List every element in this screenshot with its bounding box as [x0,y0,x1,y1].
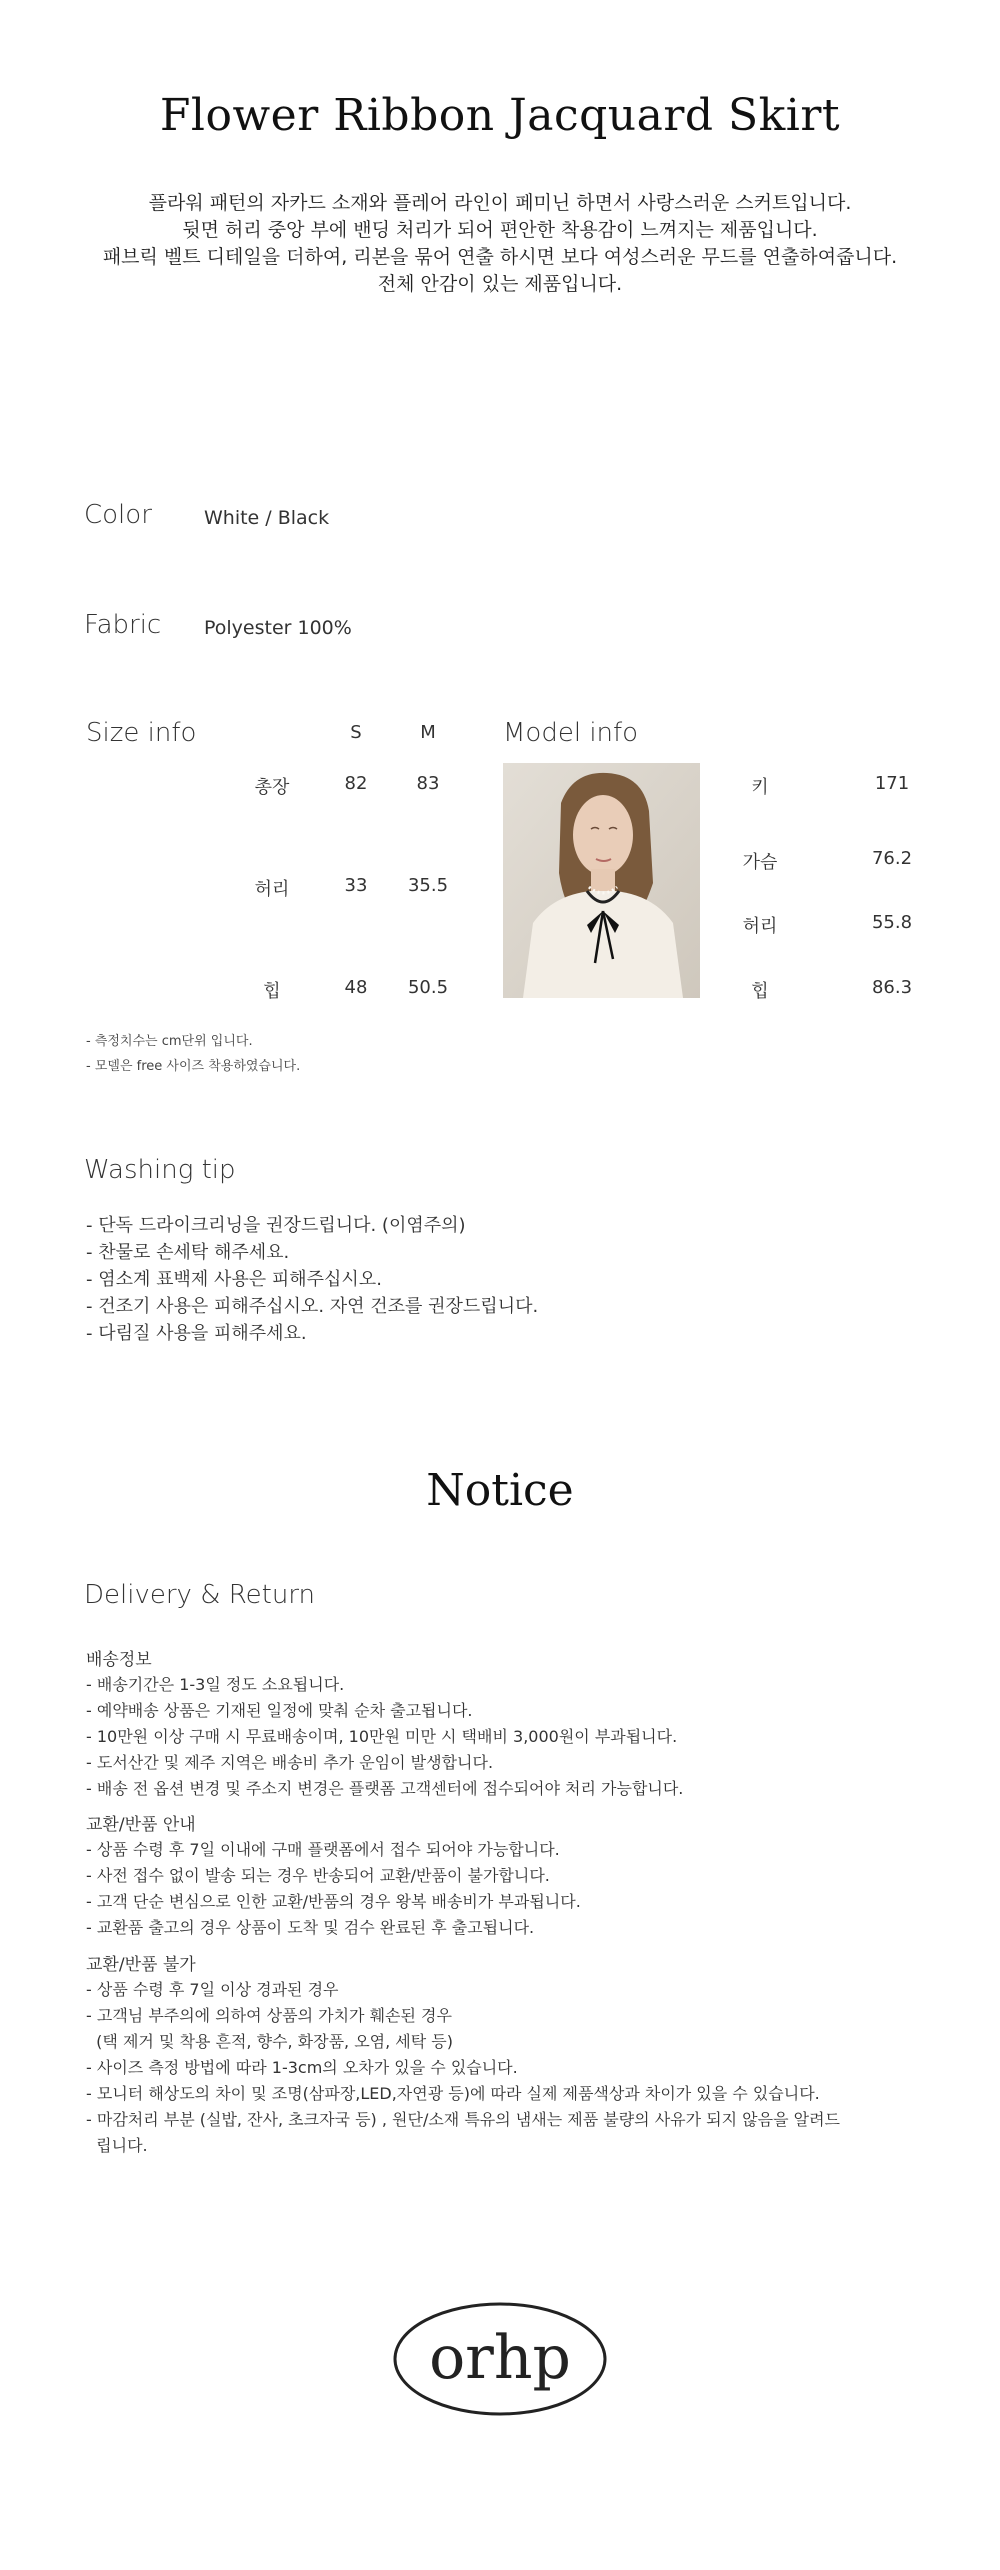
model-photo-illustration [503,763,700,998]
notice-section-heading: 교환/반품 안내 [86,1815,196,1835]
model-row-label: 힙 [751,981,769,1002]
model-row-value: 76.2 [871,848,913,869]
notice-line: 립니다. [86,2136,148,2155]
notice-section-no-exchange [86,1950,840,2159]
model-row-value: 86.3 [871,977,913,998]
brand-logo [392,2300,608,2418]
size-header-s: S [350,722,362,743]
size-cell: 48 [344,977,368,998]
washing-tip-list [86,1212,538,1347]
washing-tip-title: Washing tip [84,1155,236,1185]
description-line: 전체 안감이 있는 제품입니다. [377,273,623,295]
size-cell: 35.5 [407,875,449,896]
size-cell: 83 [416,773,440,794]
brand-logo-text: orhp [429,2323,571,2393]
notice-line: - 배송기간은 1-3일 정도 소요됩니다. [86,1675,345,1694]
color-label: Color [84,500,152,530]
delivery-return-title: Delivery & Return [84,1580,316,1610]
notice-line: (택 제거 및 착용 흔적, 향수, 화장품, 오염, 세탁 등) [86,2032,453,2051]
brand-logo-mark [392,2300,608,2418]
description-line: 패브릭 벨트 디테일을 더하여, 리본을 묶어 연출 하시면 보다 여성스러운 무드를 연출하여줍니다. [102,246,898,268]
fabric-value: Polyester 100% [204,617,352,639]
model-row-value: 55.8 [871,912,913,933]
model-row-label: 허리 [742,916,778,937]
size-info-title: Size info [86,718,197,748]
washing-tip-item: - 다림질 사용을 피해주세요. [86,1323,307,1344]
description-line: 플라워 패턴의 자카드 소재와 플레어 라인이 페미닌 하면서 사랑스러운 스커트입니다. [148,192,852,214]
notice-line: - 배송 전 옵션 변경 및 주소지 변경은 플랫폼 고객센터에 접수되어야 처리 가능합니다. [86,1779,684,1798]
notice-line: - 고객님 부주의에 의하여 상품의 가치가 훼손된 경우 [86,2006,452,2025]
description-line: 뒷면 허리 중앙 부에 밴딩 처리가 되어 편안한 착용감이 느껴지는 제품입니다. [182,219,818,241]
notice-title: Notice [426,1465,574,1516]
notice-line: - 상품 수령 후 7일 이상 경과된 경우 [86,1980,339,1999]
notice-line: - 모니터 해상도의 차이 및 조명(삼파장,LED,자연광 등)에 따라 실제 제품색상과 차이가 있을 수 있습니다. [86,2084,820,2103]
size-cell: 33 [344,875,368,896]
notice-line: - 사전 접수 없이 발송 되는 경우 반송되어 교환/반품이 불가합니다. [86,1866,550,1885]
washing-tip-item: - 염소계 표백제 사용은 피해주십시오. [86,1269,382,1290]
fabric-label: Fabric [84,610,162,640]
product-title: Flower Ribbon Jacquard Skirt [159,90,841,141]
model-row-label: 가슴 [742,852,778,873]
product-description [0,190,1000,298]
notice-line: - 교환품 출고의 경우 상품이 도착 및 검수 완료된 후 출고됩니다. [86,1918,535,1937]
size-header-m: M [420,722,436,743]
notice-line: - 도서산간 및 제주 지역은 배송비 추가 운임이 발생합니다. [86,1753,494,1772]
notice-line: - 마감처리 부분 (실밥, 잔사, 초크자국 등) , 원단/소재 특유의 냄새는 제품 불량의 사유가 되지 않음을 알려드 [86,2110,840,2129]
notice-line: - 10만원 이상 구매 시 무료배송이며, 10만원 미만 시 택배비 3,000원이 부과됩니다. [86,1727,678,1746]
size-row-label: 힙 [263,981,281,1002]
model-row-value: 171 [874,773,910,794]
color-value: White / Black [204,507,330,529]
notice-line: - 예약배송 상품은 기재된 일정에 맞춰 순차 출고됩니다. [86,1701,473,1720]
notice-section-heading: 교환/반품 불가 [86,1955,196,1975]
model-info-title: Model info [503,718,639,748]
notice-line: - 사이즈 측정 방법에 따라 1-3cm의 오차가 있을 수 있습니다. [86,2058,518,2077]
size-cell: 50.5 [407,977,449,998]
model-row-label: 키 [751,777,769,798]
washing-tip-item: - 건조기 사용은 피해주십시오. 자연 건조를 권장드립니다. [86,1296,539,1317]
notice-section-exchange [86,1810,581,1941]
notice-section-heading: 배송정보 [86,1650,152,1670]
washing-tip-item: - 찬물로 손세탁 해주세요. [86,1242,290,1263]
size-row-label: 총장 [254,777,290,798]
size-note: - 측정치수는 cm단위 입니다. [86,1034,253,1049]
notice-section-shipping [86,1645,683,1802]
washing-tip-item: - 단독 드라이크리닝을 권장드립니다. (이염주의) [86,1215,466,1236]
size-cell: 82 [344,773,368,794]
notice-line: - 상품 수령 후 7일 이내에 구매 플랫폼에서 접수 되어야 가능합니다. [86,1840,560,1859]
notice-line: - 고객 단순 변심으로 인한 교환/반품의 경우 왕복 배송비가 부과됩니다. [86,1892,581,1911]
model-photo [503,763,700,998]
size-row-label: 허리 [254,879,290,900]
size-note: - 모델은 free 사이즈 착용하였습니다. [86,1059,301,1074]
